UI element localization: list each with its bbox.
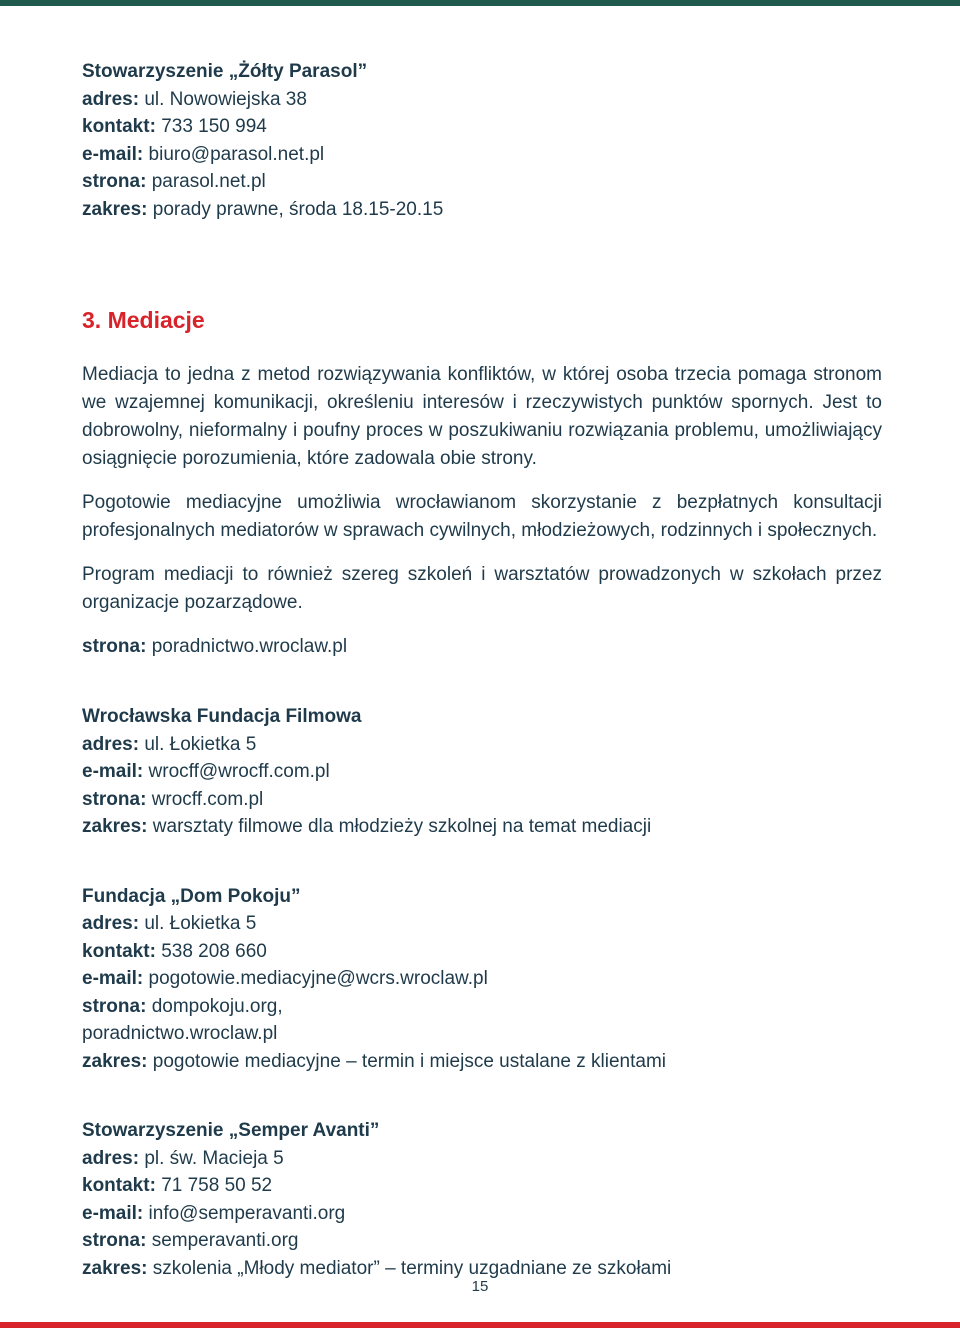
scope-label: zakres: (82, 816, 148, 837)
scope-label: zakres: (82, 198, 148, 220)
scope-value: porady prawne, środa 18.15-20.15 (152, 198, 444, 220)
org-site (82, 993, 882, 1021)
address-value: ul. Nowowiejska 38 (144, 88, 307, 110)
contact-label: kontakt: (82, 1175, 156, 1196)
address-label: adres: (82, 1147, 140, 1169)
address-value: ul. Łokietka 5 (144, 913, 257, 934)
site-label: strona: (82, 788, 147, 810)
org-scope (82, 1048, 882, 1076)
org-zolty-parasol (82, 58, 882, 223)
email-value: wrocff@wrocff.com.pl (148, 761, 330, 782)
site-label: strona: (82, 995, 147, 1017)
org-semper-avanti (82, 1117, 882, 1282)
site-label: strona: (82, 171, 147, 192)
scope-value: szkolenia „Młody mediator” – terminy uzgadniane ze szkołami (152, 1257, 672, 1279)
top-accent-bar (0, 0, 960, 6)
contact-value: 538 208 660 (161, 940, 267, 962)
page-content (82, 58, 882, 1282)
org-contact (82, 1172, 882, 1200)
org-address (82, 910, 882, 938)
contact-label: kontakt: (82, 940, 156, 962)
section-title: 3. Mediacje (82, 307, 205, 333)
scope-label: zakres: (82, 1257, 148, 1279)
address-value: pl. św. Macieja 5 (144, 1147, 284, 1169)
site-value: dompokoju.org, (151, 995, 283, 1017)
email-label: e-mail: (82, 761, 144, 782)
section-paragraph-1: Mediacja to jedna z metod rozwiązywania konfliktów, w której osoba trzecia pomaga stronom we wzajemnej komunikacji, określeniu interesów i rzeczywistych punktów spornych. Jest to dobrowolny, nieformalny i poufny proces w poszukiwaniu rozwiązania problemu, umożliwiający osiągnięcie porozumienia, które zadowala obie strony. (82, 364, 882, 469)
org-name: Wrocławska Fundacja Filmowa (82, 706, 362, 727)
page-number: 15 (471, 1278, 489, 1295)
org-name: Fundacja „Dom Pokoju” (82, 885, 301, 907)
org-contact (82, 113, 882, 141)
org-site (82, 168, 882, 196)
address-label: adres: (82, 88, 140, 110)
section-site (82, 633, 882, 661)
contact-label: kontakt: (82, 116, 156, 137)
site-label: strona: (82, 636, 147, 657)
scope-label: zakres: (82, 1050, 148, 1072)
scope-value: pogotowie mediacyjne – termin i miejsce ustalane z klientami (152, 1050, 667, 1072)
email-value: info@semperavanti.org (148, 1202, 346, 1224)
scope-value: warsztaty filmowe dla młodzieży szkolnej na temat mediacji (152, 816, 652, 837)
site-value: poradnictwo.wroclaw.pl (151, 636, 348, 657)
contact-value: 71 758 50 52 (161, 1175, 273, 1196)
org-address (82, 1145, 882, 1173)
org-name: Stowarzyszenie „Żółty Parasol” (82, 61, 368, 82)
org-wroclawska-fundacja-filmowa (82, 703, 882, 841)
org-site (82, 1227, 882, 1255)
org-email (82, 1200, 882, 1228)
email-label: e-mail: (82, 143, 144, 165)
org-dom-pokoju (82, 883, 882, 1076)
site-value: parasol.net.pl (151, 171, 266, 192)
org-name: Stowarzyszenie „Semper Avanti” (82, 1120, 380, 1141)
site-value: semperavanti.org (151, 1230, 299, 1251)
org-email (82, 141, 882, 169)
section-paragraph-3: Program mediacji to również szereg szkoleń i warsztatów prowadzonych w szkołach przez organizacje pozarządowe. (82, 564, 882, 613)
site-value: wrocff.com.pl (151, 788, 264, 810)
org-address (82, 731, 882, 759)
org-email (82, 965, 882, 993)
org-contact (82, 938, 882, 966)
email-value: pogotowie.mediacyjne@wcrs.wroclaw.pl (148, 968, 488, 989)
email-label: e-mail: (82, 968, 144, 989)
site-label: strona: (82, 1230, 147, 1251)
section-paragraph-2: Pogotowie mediacyjne umożliwia wrocławianom skorzystanie z bezpłatnych konsultacji profesjonalnych mediatorów w sprawach cywilnych, młodzieżowych, rodzinnych i społecznych. (82, 492, 882, 541)
address-label: adres: (82, 733, 140, 755)
org-site (82, 786, 882, 814)
address-value: ul. Łokietka 5 (144, 733, 257, 755)
org-email (82, 758, 882, 786)
org-scope (82, 196, 882, 224)
bottom-accent-bar (0, 1322, 960, 1328)
address-label: adres: (82, 913, 140, 934)
org-address (82, 86, 882, 114)
email-value: biuro@parasol.net.pl (148, 143, 325, 165)
email-label: e-mail: (82, 1202, 144, 1224)
contact-value: 733 150 994 (161, 116, 267, 137)
org-site-secondary: poradnictwo.wroclaw.pl (82, 1023, 278, 1044)
org-scope (82, 813, 882, 841)
